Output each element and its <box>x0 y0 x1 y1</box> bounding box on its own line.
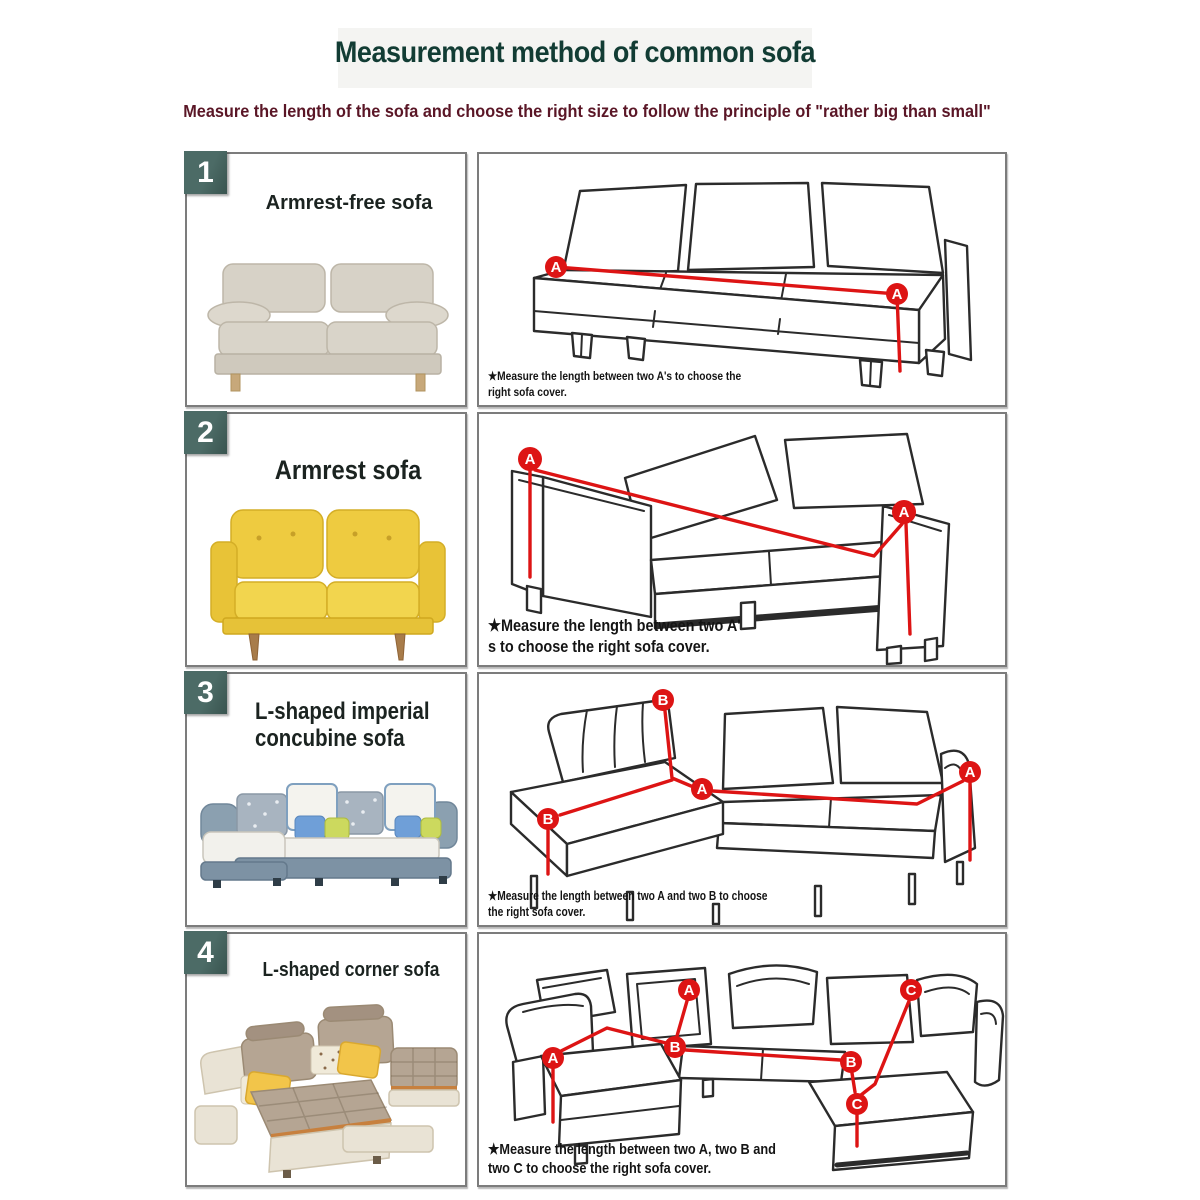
row3-diagram-panel <box>477 672 1007 927</box>
page-title: Measurement method of common sofa <box>334 36 816 69</box>
marker-letter: B <box>657 692 669 709</box>
armrest-sofa-photo <box>207 500 449 662</box>
marker-letter: A <box>891 286 903 303</box>
marker-letter: C <box>851 1096 863 1113</box>
marker-letter: A <box>524 451 536 468</box>
armrest-free-sofa-line-drawing <box>479 154 1005 405</box>
row2-measure-caption: ★Measure the length between two A' s to choose the right sofa cover. <box>488 615 741 657</box>
row4-diagram-panel <box>477 932 1007 1187</box>
row1-diagram-panel <box>477 152 1007 407</box>
row1-number-badge: 1 <box>184 151 227 194</box>
page-subtitle: Measure the length of the sofa and choose the right size to follow the principle of "rather big than small" <box>183 101 991 121</box>
row1-info-panel <box>185 152 467 407</box>
row4-number-badge: 4 <box>184 931 227 974</box>
marker-letter: A <box>550 259 562 276</box>
marker-letter: A <box>547 1050 559 1067</box>
marker-letter: A <box>898 504 910 521</box>
marker-letter: B <box>542 811 554 828</box>
armrest-free-sofa-photo <box>201 252 455 400</box>
row4-info-panel <box>185 932 467 1187</box>
row1-measure-caption: ★Measure the length between two A's to choose the right sofa cover. <box>488 369 742 399</box>
row4-measure-caption: ★Measure the length between two A, two B and two C to choose the right sofa cover. <box>488 1140 776 1177</box>
row2-info-panel <box>185 412 467 667</box>
marker-letter: A <box>683 982 695 999</box>
row3-number-badge: 3 <box>184 671 227 714</box>
sofa-outline <box>534 183 971 387</box>
row-l-shaped-imperial-concubine-sofa <box>185 672 1007 927</box>
row-armrest-free-sofa <box>185 152 1007 407</box>
l-shaped-corner-sofa-photo <box>193 988 463 1180</box>
row3-measure-caption: ★Measure the length between two A and two B to choose the right sofa cover. <box>488 889 768 919</box>
row2-diagram-panel <box>477 412 1007 667</box>
marker-letter: A <box>696 781 708 798</box>
row4-sofa-type-label: L-shaped corner sofa <box>262 959 440 981</box>
marker-letter: B <box>669 1039 681 1056</box>
l-shaped-imperial-sofa-photo <box>195 774 461 902</box>
marker-letter: A <box>964 764 976 781</box>
row1-sofa-type-label: Armrest-free sofa <box>265 192 433 214</box>
row2-number-badge: 2 <box>184 411 227 454</box>
row-armrest-sofa <box>185 412 1007 667</box>
row-l-shaped-corner-sofa <box>185 932 1007 1187</box>
row3-sofa-type-label: L-shaped imperial concubine sofa <box>255 698 430 752</box>
marker-letter: B <box>845 1054 857 1071</box>
row3-info-panel <box>185 672 467 927</box>
marker-letter: C <box>905 982 917 999</box>
row2-sofa-type-label: Armrest sofa <box>274 455 422 485</box>
